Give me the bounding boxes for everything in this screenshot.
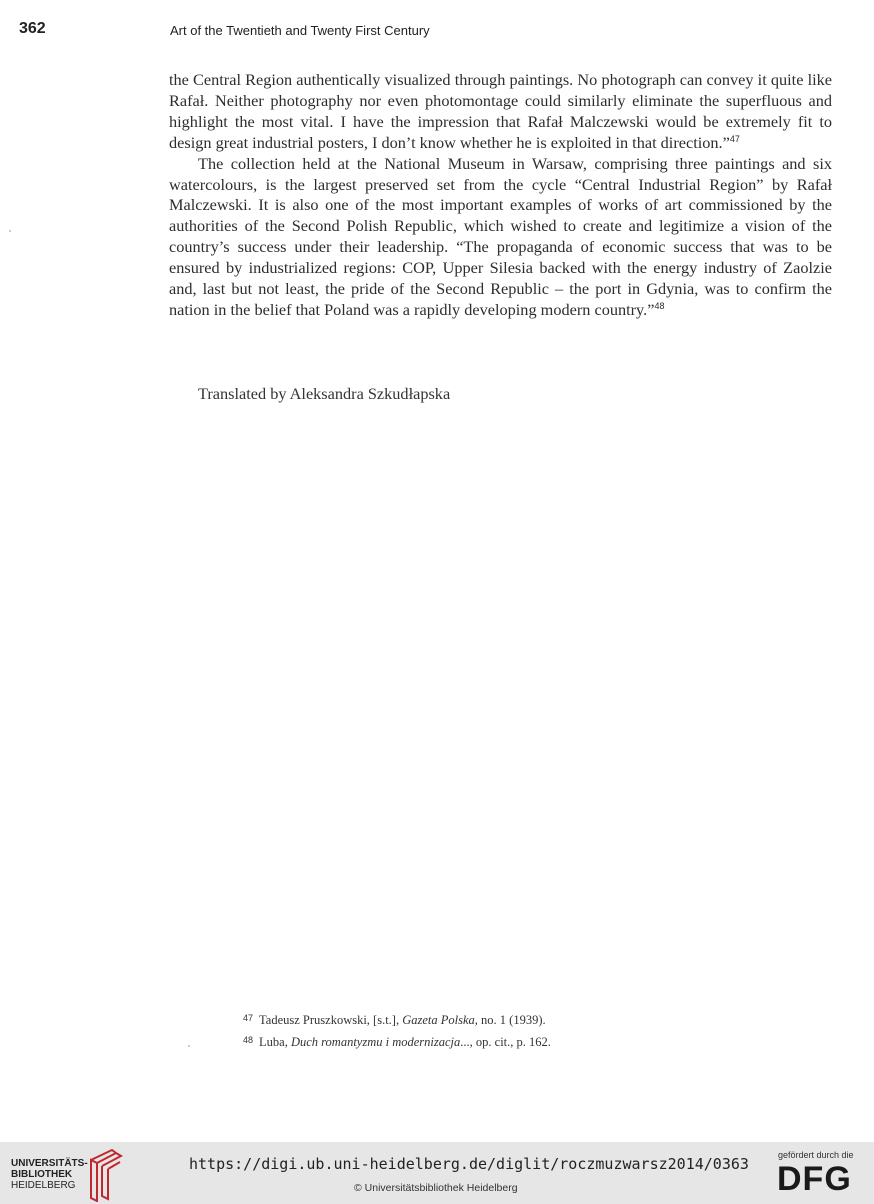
copyright-notice: © Universitätsbibliothek Heidelberg xyxy=(354,1182,518,1194)
footnote-47 xyxy=(243,1013,551,1028)
footnote-author: Luba, xyxy=(259,1035,291,1049)
library-logo-text[interactable] xyxy=(11,1158,88,1191)
footnote-details: ..., op. cit., p. 162. xyxy=(460,1035,551,1049)
footnote-ref-48[interactable]: 48 xyxy=(654,300,665,311)
paragraph-2 xyxy=(169,154,832,321)
footnote-details: , no. 1 (1939). xyxy=(474,1013,546,1027)
footnote-number: 47 xyxy=(243,1013,254,1023)
scan-speck xyxy=(188,1045,190,1047)
funding-label: gefördert durch die xyxy=(778,1150,854,1160)
logo-line-2: BIBLIOTHEK xyxy=(11,1169,73,1180)
translator-credit: Translated by Aleksandra Szkudłapska xyxy=(198,384,451,403)
footnote-48 xyxy=(243,1035,551,1050)
footnote-source-title: Duch romantyzmu i modernizacja xyxy=(290,1035,461,1049)
body-text xyxy=(169,70,832,321)
paragraph-1 xyxy=(169,70,832,154)
footer-bar xyxy=(0,1142,874,1204)
footnote-text xyxy=(259,1013,546,1027)
logo-line-1: UNIVERSITÄTS- xyxy=(11,1158,88,1169)
paragraph-2-text: The collection held at the National Museum in Warsaw, comprising three paintings and six watercolours, is the largest preserved set from the cycle “Central Industrial Region” by Rafał Malczewski. It is also one of the most important examples of works of art commissioned by the authorities of the Second Polish Republic, which wished to create and legitimize a vision of the country’s success under their leadership. “The propaganda of economic success that was to be ensured by industrialized regions: COP, Upper Silesia backed with the energy industry of Zaolzie and, last but not least, the pride of the Second Republic – the port in Gdynia, was to confirm the nation in the belief that Poland was a rapidly developing modern country.” xyxy=(169,153,832,319)
footnote-source-title: Gazeta Polska xyxy=(402,1013,475,1027)
dfg-logo[interactable]: DFG xyxy=(777,1160,852,1198)
logo-line-3: HEIDELBERG xyxy=(11,1180,76,1191)
footnote-ref-47[interactable]: 47 xyxy=(729,133,740,144)
scan-speck xyxy=(9,230,11,232)
footnote-number: 48 xyxy=(243,1035,254,1045)
footnotes xyxy=(243,1013,551,1057)
running-title: Art of the Twentieth and Twenty First Century xyxy=(170,23,430,38)
page-number: 362 xyxy=(19,20,46,37)
paragraph-1-text: the Central Region authentically visualized through paintings. No photograph can convey it quite like Rafał. Neither photography nor even photomontage could similarly eliminate the superfluous and highlight the most vital. I have the impression that Rafał Malczewski would be extremely fit to design great industrial posters, I don’t know whether he is exploited in that direction.” xyxy=(169,70,832,152)
footnote-text xyxy=(259,1035,551,1049)
digitization-url-link[interactable]: https://digi.ub.uni-heidelberg.de/diglit/roczmuzwarsz2014/0363 xyxy=(189,1155,749,1173)
footnote-author: Tadeusz Pruszkowski, [s.t.], xyxy=(259,1013,403,1027)
library-logo-icon xyxy=(88,1148,124,1202)
